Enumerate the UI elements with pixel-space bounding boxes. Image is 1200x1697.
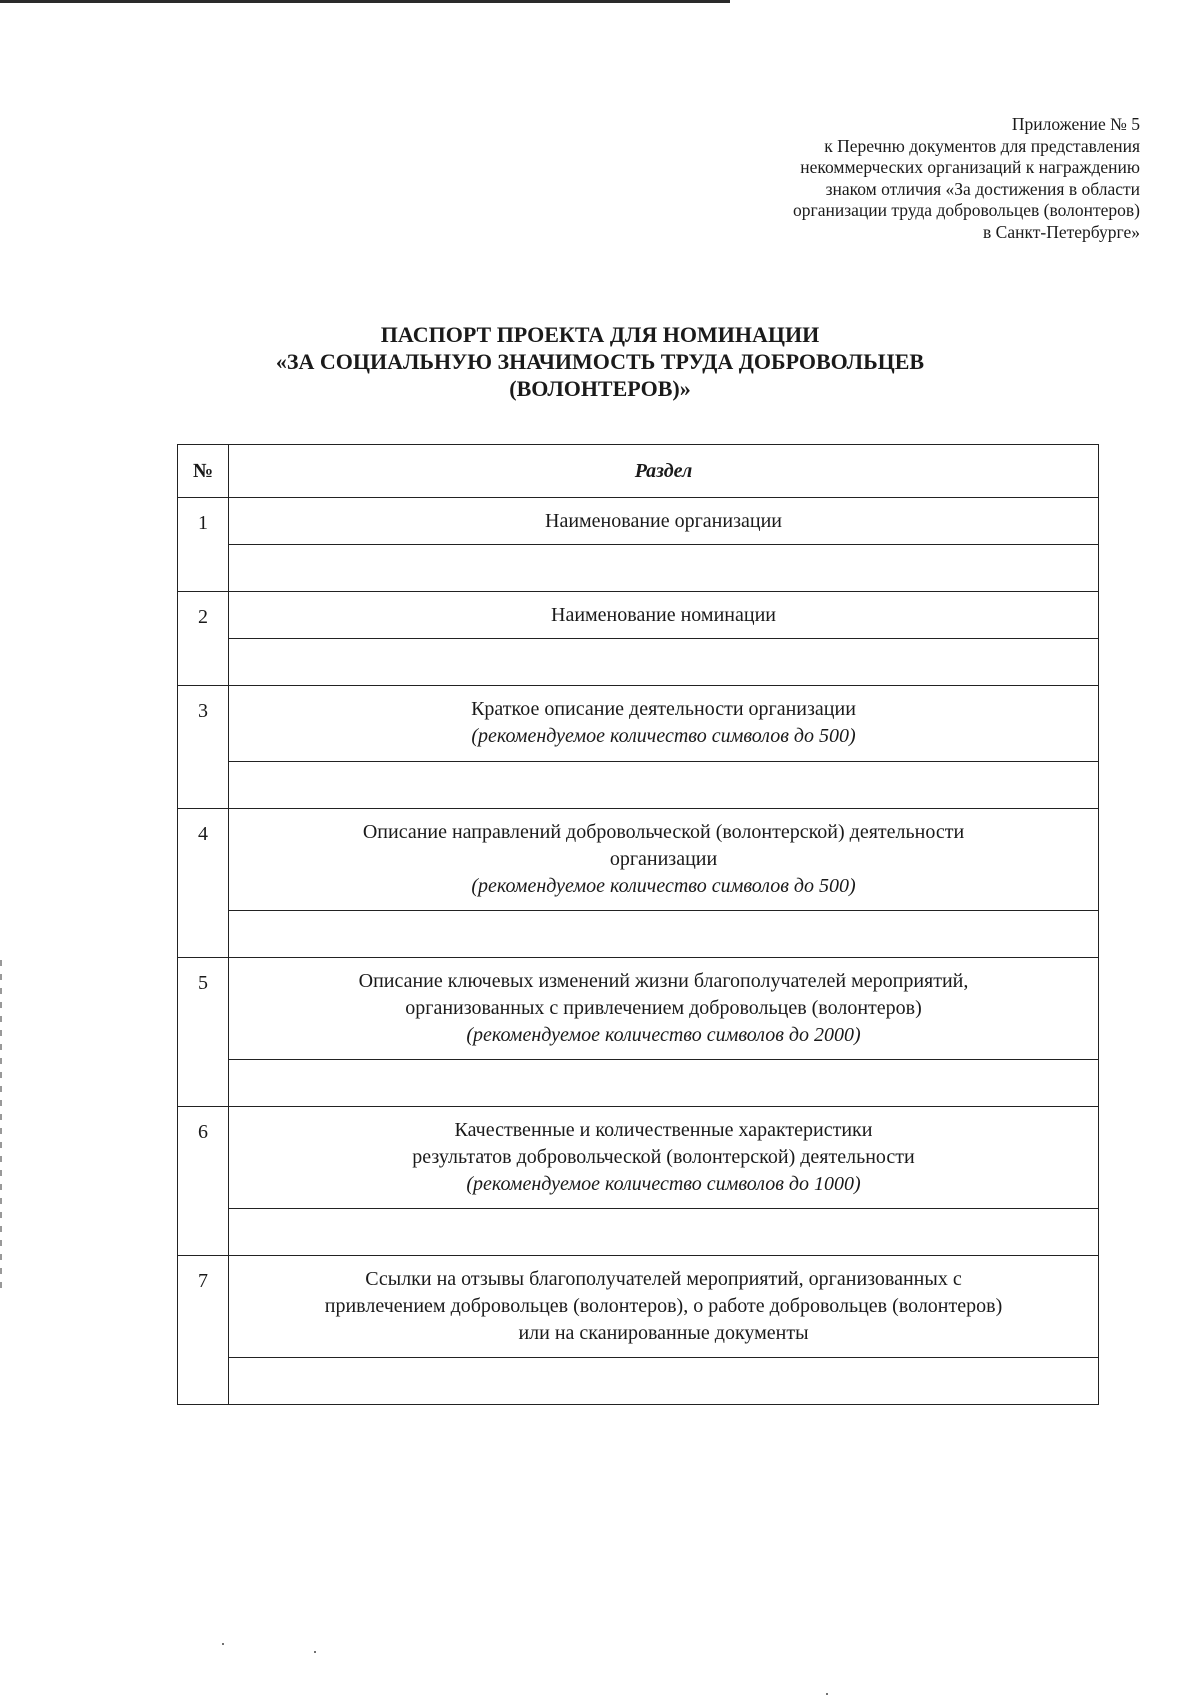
section-title-cell bbox=[229, 809, 1099, 911]
section-title-cell bbox=[229, 686, 1099, 762]
section-title-line: организованных с привлечением добровольцев (волонтеров) bbox=[405, 997, 922, 1019]
section-title-line: Качественные и количественные характеристики bbox=[454, 1119, 873, 1141]
table-body bbox=[178, 498, 1099, 1405]
answer-field[interactable] bbox=[229, 1060, 1099, 1107]
answer-field[interactable] bbox=[229, 1209, 1099, 1256]
section-title-line: Наименование организации bbox=[545, 510, 782, 532]
table-row-answer bbox=[178, 911, 1099, 958]
recommended-length-hint: (рекомендуемое количество символов до 2000) bbox=[466, 1024, 861, 1046]
table-row bbox=[178, 1107, 1099, 1209]
table-row-answer bbox=[178, 1358, 1099, 1405]
appendix-line: к Перечню документов для представления bbox=[824, 135, 1140, 156]
table-row-answer bbox=[178, 1209, 1099, 1256]
recommended-length-hint: (рекомендуемое количество символов до 500) bbox=[471, 875, 856, 897]
appendix-line: Приложение № 5 bbox=[1011, 114, 1140, 134]
appendix-line: некоммерческих организаций к награждению bbox=[800, 157, 1140, 177]
answer-field[interactable] bbox=[229, 545, 1099, 592]
appendix-line: знаком отличия «За достижения в области bbox=[825, 178, 1140, 199]
answer-field[interactable] bbox=[229, 911, 1099, 958]
table-row bbox=[178, 592, 1099, 639]
recommended-length-hint: (рекомендуемое количество символов до 1000) bbox=[466, 1173, 861, 1195]
scan-speck bbox=[314, 1651, 316, 1653]
section-title-cell bbox=[229, 958, 1099, 1060]
table-row-answer bbox=[178, 545, 1099, 592]
appendix-note bbox=[580, 114, 1140, 243]
scan-speck bbox=[222, 1643, 224, 1645]
recommended-length-hint: (рекомендуемое количество символов до 500) bbox=[471, 725, 856, 747]
section-title-cell bbox=[229, 498, 1099, 545]
scan-edge-left bbox=[0, 960, 2, 1290]
section-title-line: Краткое описание деятельности организации bbox=[471, 698, 856, 720]
answer-field[interactable] bbox=[229, 1358, 1099, 1405]
header-section: Раздел bbox=[229, 445, 1099, 498]
title-line: (ВОЛОНТЕРОВ)» bbox=[509, 376, 691, 401]
section-title-line: или на сканированные документы bbox=[518, 1322, 809, 1344]
table-header-row bbox=[178, 445, 1099, 498]
scan-speck bbox=[826, 1693, 828, 1695]
appendix-line: в Санкт-Петербурге» bbox=[983, 221, 1140, 242]
title-line: ПАСПОРТ ПРОЕКТА ДЛЯ НОМИНАЦИИ bbox=[380, 322, 820, 347]
table-row bbox=[178, 958, 1099, 1060]
section-title-cell bbox=[229, 592, 1099, 639]
section-title-cell bbox=[229, 1107, 1099, 1209]
section-title-line: результатов добровольческой (волонтерской) деятельности bbox=[412, 1146, 915, 1168]
section-title-line: Описание ключевых изменений жизни благополучателей мероприятий, bbox=[358, 970, 969, 992]
table-row bbox=[178, 809, 1099, 911]
table-row-answer bbox=[178, 1060, 1099, 1107]
scan-edge-top bbox=[0, 0, 730, 3]
section-title-line: Описание направлений добровольческой (волонтерской) деятельности bbox=[362, 821, 965, 843]
appendix-line: организации труда добровольцев (волонтеров) bbox=[793, 200, 1140, 220]
header-number: № bbox=[178, 445, 229, 498]
document-title bbox=[0, 321, 1200, 402]
table-row-answer bbox=[178, 639, 1099, 686]
row-number: 2 bbox=[178, 592, 229, 686]
table-row bbox=[178, 1256, 1099, 1358]
title-line: «ЗА СОЦИАЛЬНУЮ ЗНАЧИМОСТЬ ТРУДА ДОБРОВОЛЬЦЕВ bbox=[275, 349, 925, 374]
table-row-answer bbox=[178, 762, 1099, 809]
answer-field[interactable] bbox=[229, 639, 1099, 686]
section-title-line: Ссылки на отзывы благополучателей мероприятий, организованных с bbox=[365, 1268, 962, 1290]
section-title-cell bbox=[229, 1256, 1099, 1358]
row-number: 5 bbox=[178, 958, 229, 1107]
passport-table bbox=[177, 444, 1099, 1405]
table-row bbox=[178, 498, 1099, 545]
section-title-line: организации bbox=[609, 848, 718, 870]
section-title-line: Наименование номинации bbox=[551, 604, 776, 626]
row-number: 4 bbox=[178, 809, 229, 958]
table-row bbox=[178, 686, 1099, 762]
section-title-line: привлечением добровольцев (волонтеров), о работе добровольцев (волонтеров) bbox=[324, 1295, 1003, 1317]
row-number: 1 bbox=[178, 498, 229, 592]
row-number: 3 bbox=[178, 686, 229, 809]
answer-field[interactable] bbox=[229, 762, 1099, 809]
row-number: 6 bbox=[178, 1107, 229, 1256]
row-number: 7 bbox=[178, 1256, 229, 1405]
